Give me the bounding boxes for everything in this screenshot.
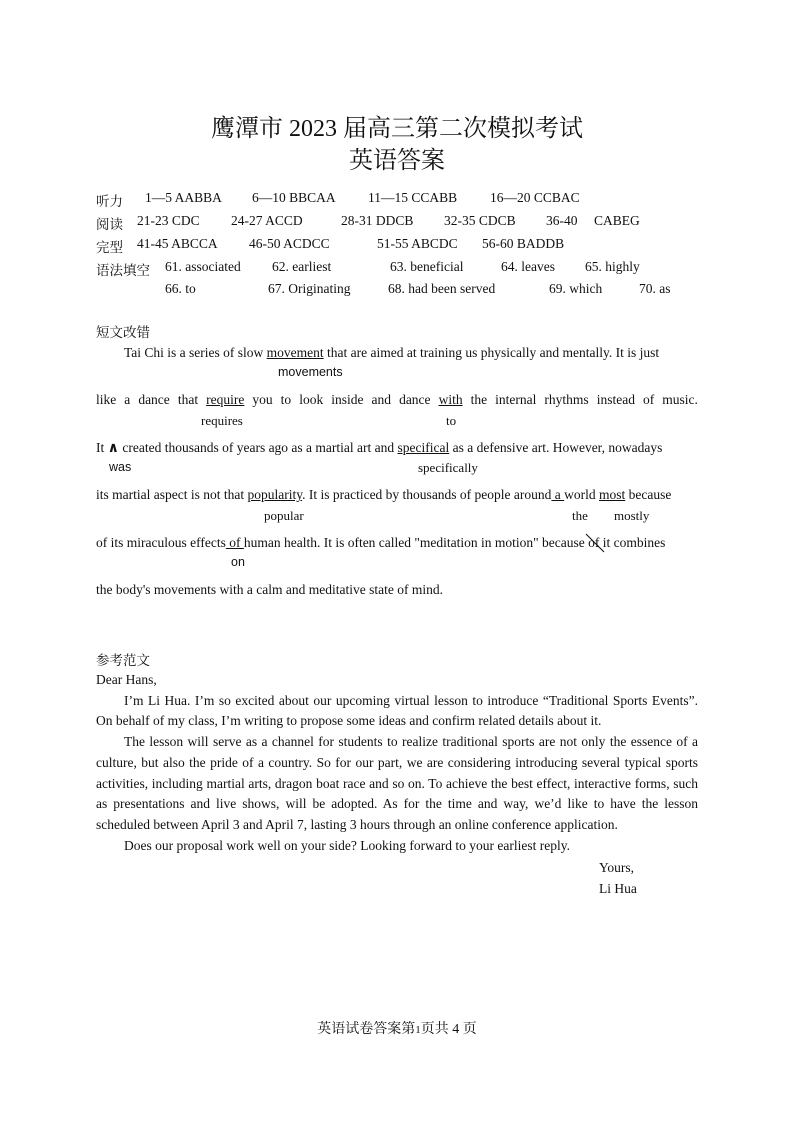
essay-paragraph: The lesson will serve as a channel for students to realize traditional sports are not only the essence of a culture, but also the pride of a country. So for our part, we are considering introducing several typical sports activities, including martial arts, dragon boat race and so on. To achieve the best effect, interactive forms, such as presentations and live shows, will be adopted. As for the time and way, we’d like to have the lesson scheduled between April 3 and April 7, lasting 3 hours through an online conference application. (96, 734, 698, 832)
error-word: popularity (247, 487, 303, 502)
text-run: it combines (599, 535, 666, 550)
cloze-group: 51-55 ABCDC (377, 236, 458, 251)
insert-caret-icon: ∧ (107, 440, 119, 456)
error-word: of (225, 535, 244, 550)
text-run: dance (138, 392, 170, 407)
listening-group: 16—20 CCBAC (490, 190, 580, 205)
listening-group: 1—5 AABBA (145, 190, 222, 205)
reading-group: 36-40 (546, 213, 578, 228)
text-run: inside (331, 392, 364, 407)
reading-group: 24-27 ACCD (231, 213, 303, 228)
text-run: its martial aspect is not that (96, 487, 248, 502)
text-run: instead (596, 392, 635, 407)
error-word: with (438, 392, 463, 407)
text-run: internal (495, 392, 537, 407)
correction-line: the body's movements with a calm and meditative state of mind. (96, 582, 443, 597)
text-run: that are aimed at training us physically and mentally. It is just (323, 345, 660, 360)
correction-fix: to (446, 413, 457, 428)
essay-paragraph: I’m Li Hua. I’m so excited about our upcoming virtual lesson to introduce “Traditional Sports Events”. On behalf of my class, I’m writing to propose some ideas and confirm related details about it. (96, 692, 698, 729)
grammar-answer: 64. leaves (501, 259, 555, 274)
essay-heading: 参考范文 (96, 653, 150, 668)
correction-fix: specifically (418, 460, 478, 475)
grammar-answer: 69. which (549, 281, 603, 296)
text-run: as a defensive art. However, nowadays (449, 440, 663, 455)
reading-group: 32-35 CDCB (444, 213, 516, 228)
text-run: world (564, 487, 600, 502)
correction-line (124, 345, 659, 361)
error-word: require (206, 392, 245, 407)
grammar-answer: 67. Originating (268, 281, 351, 296)
error-word: specifical (397, 440, 450, 455)
grammar-answer: 68. had been served (388, 281, 496, 296)
listening-group: 6—10 BBCAA (252, 190, 336, 205)
text-run: to (280, 392, 292, 407)
page-number: 1 (415, 1024, 421, 1036)
grammar-answer: 61. associated (165, 259, 241, 274)
cloze-group: 41-45 ABCCA (137, 236, 218, 251)
cloze-group: 56-60 BADDB (482, 236, 565, 251)
text-run: rhythms (544, 392, 589, 407)
text-run: . It is practiced by thousands of people around (302, 487, 552, 502)
reading-label: 阅读 (96, 217, 123, 232)
correction-line (96, 392, 698, 408)
error-word: movement (266, 345, 324, 360)
footer-text: 英语试卷答案第 (317, 1022, 416, 1037)
text-run: and (371, 392, 392, 407)
reading-group: 28-31 DDCB (341, 213, 414, 228)
grammar-answer: 65. highly (585, 259, 640, 274)
error-word: of (588, 535, 600, 550)
correction-fix: mostly (614, 508, 650, 523)
text-run: dance (399, 392, 431, 407)
error-word: a (551, 487, 565, 502)
correction-line (96, 535, 665, 551)
correction-fix: movements (278, 365, 343, 379)
footer-text: 页共 4 页 (420, 1022, 477, 1037)
essay-closing: Yours, (599, 860, 635, 875)
text-run: you (252, 392, 273, 407)
grammar-answer: 70. as (639, 281, 671, 296)
text-run: a (124, 392, 131, 407)
correction-line (96, 440, 662, 456)
correction-fix: requires (201, 413, 243, 428)
essay-signature: Li Hua (599, 881, 637, 896)
delete-slash-icon (584, 533, 606, 553)
correction-heading: 短文改错 (96, 325, 150, 340)
listening-group: 11—15 CCABB (368, 190, 458, 205)
text-run: created thousands of years ago as a martial art and (119, 440, 398, 455)
correction-fix: the (572, 508, 588, 523)
page-footer (0, 1018, 794, 1038)
correction-fix: popular (264, 508, 304, 523)
essay-paragraph: Does our proposal work well on your side? Looking forward to your earliest reply. (124, 837, 571, 853)
reading-group: CABEG (594, 213, 640, 228)
correction-fix: was (109, 460, 132, 474)
reading-group: 21-23 CDC (137, 213, 200, 228)
text-run: the (470, 392, 488, 407)
error-word: most (599, 487, 626, 502)
grammar-answer: 62. earliest (272, 259, 332, 274)
essay-greeting: Dear Hans, (96, 672, 157, 687)
deleted-word (588, 535, 599, 551)
text-run: human health. It is often called "meditation in motion" because (243, 535, 589, 550)
answer-subtitle: 英语答案 (349, 148, 445, 174)
cloze-label: 完型 (96, 240, 123, 255)
text-run: that (177, 392, 199, 407)
text-run: like (96, 392, 117, 407)
cloze-group: 46-50 ACDCC (249, 236, 330, 251)
text-run: It (96, 440, 108, 455)
grammar-answer: 66. to (165, 281, 196, 296)
correction-fix: on (231, 555, 245, 569)
text-run: of (643, 392, 655, 407)
text-run: of its miraculous effects (96, 535, 226, 550)
listening-label: 听力 (96, 194, 123, 209)
text-run: look (299, 392, 324, 407)
grammar-label: 语法填空 (96, 263, 150, 278)
exam-title: 鹰潭市 2023 届高三第二次模拟考试 (211, 116, 583, 142)
text-run: music. (662, 392, 698, 407)
model-essay (96, 670, 698, 856)
text-run: Tai Chi is a series of slow (124, 345, 267, 360)
text-run: because (625, 487, 672, 502)
correction-line (96, 487, 671, 503)
grammar-answer: 63. beneficial (390, 259, 464, 274)
